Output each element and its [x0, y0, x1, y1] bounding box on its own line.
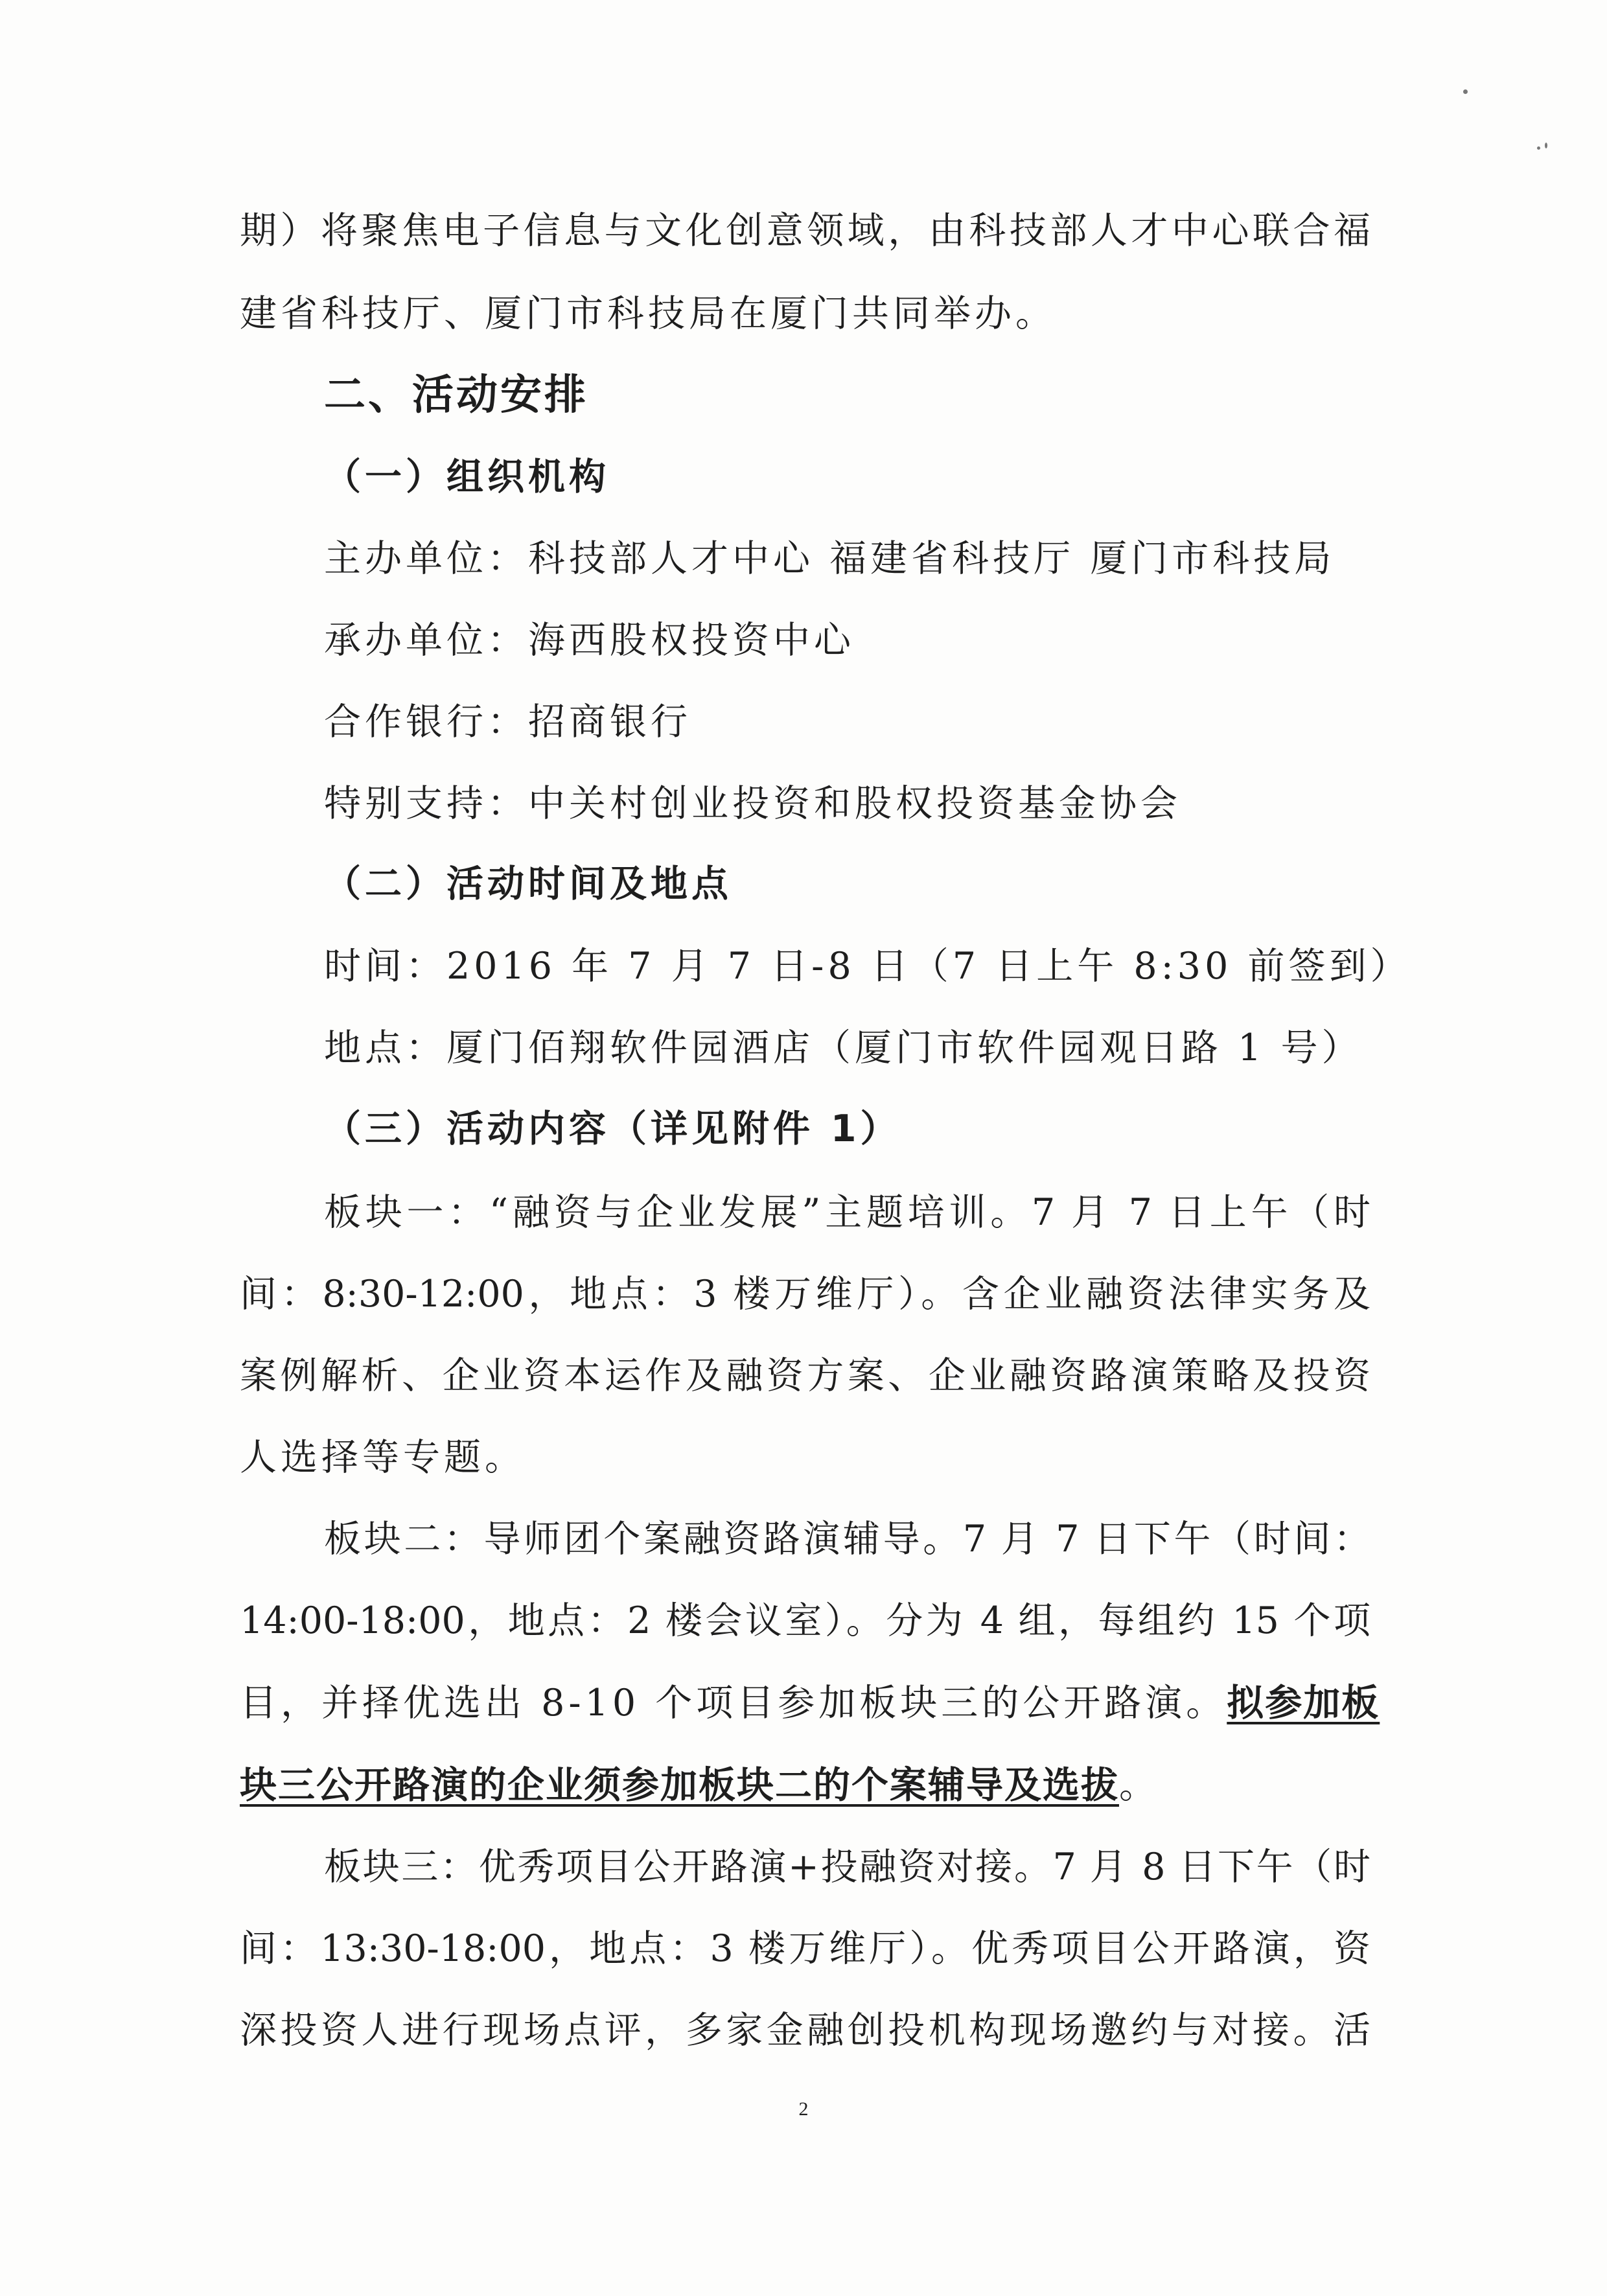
block-three-line-1: 板块三：优秀项目公开路演+投融资对接。7 月 8 日下午（时: [324, 1846, 1370, 1888]
section-heading: 二、活动安排: [324, 371, 588, 419]
end-punctuation: 。: [1119, 1764, 1160, 1807]
subsection-heading-1: （一）组织机构: [324, 456, 610, 498]
block-three-line-3: 深投资人进行现场点评，多家金融创投机构现场邀约与对接。活: [240, 2009, 1370, 2052]
block-two-text: 目，并择优选出 8-10 个项目参加板块三的公开路演。: [240, 1682, 1227, 1724]
block-one-line-3: 案例解析、企业资本运作及融资方案、企业融资路演策略及投资: [240, 1354, 1370, 1397]
block-one-line-4: 人选择等专题。: [240, 1436, 526, 1479]
subsection-heading-2: （二）活动时间及地点: [324, 863, 732, 905]
organizer-line: 承办单位：海西股权投资中心: [324, 619, 855, 662]
block-two-line-1: 板块二：导师团个案融资路演辅导。7 月 7 日下午（时间：: [324, 1518, 1370, 1560]
page-number: 2: [798, 2098, 809, 2120]
block-two-line-2: 14:00-18:00，地点：2 楼会议室）。分为 4 组，每组约 15 个项: [240, 1599, 1370, 1642]
emphasis-text-part-1: 拟参加板: [1227, 1682, 1380, 1724]
block-two-line-3: [240, 1682, 1380, 1724]
block-one-line-2: 间：8:30-12:00，地点：3 楼万维厅）。含企业融资法律实务及: [240, 1273, 1370, 1316]
scan-speck: [1545, 143, 1547, 148]
emphasis-text-part-2: 块三公开路演的企业须参加板块二的个案辅导及选拔: [240, 1764, 1119, 1807]
time-line: 时间：2016 年 7 月 7 日-8 日（7 日上午 8:30 前签到）: [324, 945, 1411, 988]
subsection-heading-3: （三）活动内容（详见附件 1）: [324, 1107, 901, 1150]
scan-speck: [1463, 89, 1468, 94]
support-line: 特别支持：中关村创业投资和股权投资基金协会: [324, 782, 1181, 825]
block-three-line-2: 间：13:30-18:00，地点：3 楼万维厅）。优秀项目公开路演，资: [240, 1927, 1370, 1970]
sponsor-line: 主办单位：科技部人才中心 福建省科技厅 厦门市科技局: [324, 537, 1335, 580]
body-line-2: 建省科技厅、厦门市科技局在厦门共同举办。: [240, 292, 1056, 335]
location-line: 地点：厦门佰翔软件园酒店（厦门市软件园观日路 1 号）: [324, 1026, 1363, 1069]
scan-speck: [1537, 146, 1540, 150]
block-two-line-4: [240, 1764, 1160, 1807]
bank-line: 合作银行：招商银行: [324, 701, 691, 743]
block-one-line-1: 板块一：“融资与企业发展”主题培训。7 月 7 日上午（时: [324, 1191, 1370, 1234]
body-line-1: 期）将聚焦电子信息与文化创意领域，由科技部人才中心联合福: [240, 209, 1370, 252]
